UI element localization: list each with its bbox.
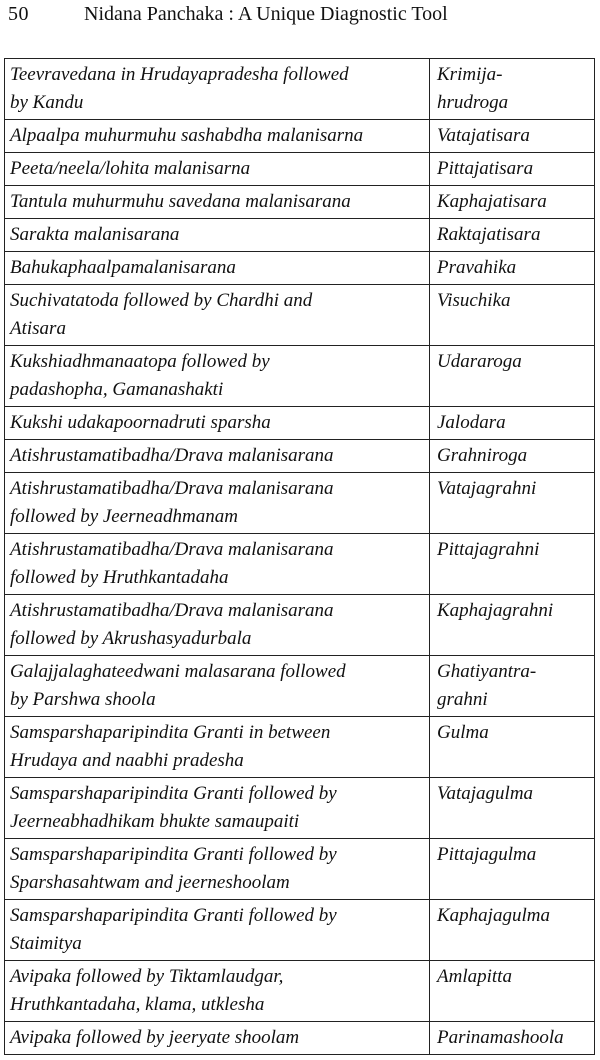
disease-cell <box>430 440 595 473</box>
diagnosis-table-body <box>5 59 595 1055</box>
sign-cell <box>5 900 430 961</box>
sign-cell <box>5 407 430 440</box>
sign-cell <box>5 839 430 900</box>
sign-line: Alpaalpa muhurmuhu sashabdha malanisarna <box>10 125 364 146</box>
sign-line: Suchivatatoda followed by Chardhi and <box>10 290 313 311</box>
disease-line: Vatajatisara <box>437 125 530 146</box>
sign-line: Atishrustamatibadha/Drava malanisarana <box>10 445 334 466</box>
sign-cell <box>5 186 430 219</box>
sign-line: Avipaka followed by jeeryate shoolam <box>10 1027 300 1048</box>
page-number: 50 <box>8 3 29 25</box>
table-row <box>5 59 595 120</box>
disease-cell <box>430 153 595 186</box>
disease-cell <box>430 1022 595 1055</box>
table-row <box>5 407 595 440</box>
disease-line: Jalodara <box>437 412 506 433</box>
sign-cell <box>5 534 430 595</box>
sign-line: Teevravedana in Hrudayapradesha followed <box>10 64 349 85</box>
disease-cell <box>430 778 595 839</box>
disease-cell <box>430 59 595 120</box>
sign-line: followed by Hruthkantadaha <box>10 567 229 588</box>
table-row <box>5 595 595 656</box>
sign-cell <box>5 153 430 186</box>
sign-line: Peeta/neela/lohita malanisarna <box>10 158 251 179</box>
disease-cell <box>430 219 595 252</box>
table-row <box>5 153 595 186</box>
sign-cell <box>5 120 430 153</box>
disease-line: Pittajagrahni <box>437 539 540 560</box>
sign-line: by Kandu <box>10 92 84 113</box>
table-row <box>5 961 595 1022</box>
disease-line: Kaphajagulma <box>437 905 550 926</box>
sign-cell <box>5 440 430 473</box>
sign-line: Bahukaphaalpamalanisarana <box>10 257 236 278</box>
disease-line: Krimija- <box>437 64 503 85</box>
table-row <box>5 839 595 900</box>
table-row <box>5 186 595 219</box>
diagnosis-table <box>4 58 595 1055</box>
disease-line: Grahniroga <box>437 445 528 466</box>
table-row <box>5 1022 595 1055</box>
disease-line: Ghatiyantra- <box>437 661 537 682</box>
sign-cell <box>5 717 430 778</box>
sign-line: Atishrustamatibadha/Drava malanisarana <box>10 539 334 560</box>
disease-cell <box>430 285 595 346</box>
disease-line: Kaphajatisara <box>437 191 547 212</box>
disease-line: Vatajagrahni <box>437 478 537 499</box>
sign-line: Sparshasahtwam and jeerneshoolam <box>10 872 290 893</box>
table-row <box>5 717 595 778</box>
sign-cell <box>5 595 430 656</box>
sign-line: Kukshiadhmanaatopa followed by <box>10 351 270 372</box>
disease-cell <box>430 252 595 285</box>
sign-line: Jeerneabhadhikam bhukte samaupaiti <box>10 811 300 832</box>
disease-cell <box>430 407 595 440</box>
disease-line: Udararoga <box>437 351 522 372</box>
table-row <box>5 346 595 407</box>
disease-cell <box>430 534 595 595</box>
disease-line: hrudroga <box>437 92 509 113</box>
sign-cell <box>5 473 430 534</box>
sign-line: Samsparshaparipindita Granti followed by <box>10 783 337 804</box>
disease-cell <box>430 186 595 219</box>
disease-line: Gulma <box>437 722 489 743</box>
sign-cell <box>5 778 430 839</box>
table-row <box>5 285 595 346</box>
disease-line: grahni <box>437 689 488 710</box>
disease-cell <box>430 120 595 153</box>
sign-cell <box>5 252 430 285</box>
table-row <box>5 900 595 961</box>
sign-line: Hrudaya and naabhi pradesha <box>10 750 244 771</box>
sign-line: Atisara <box>10 318 66 339</box>
disease-cell <box>430 900 595 961</box>
disease-line: Pittajatisara <box>437 158 534 179</box>
sign-line: Kukshi udakapoornadruti sparsha <box>10 412 271 433</box>
disease-line: Visuchika <box>437 290 511 311</box>
disease-line: Pittajagulma <box>437 844 537 865</box>
disease-line: Vatajagulma <box>437 783 534 804</box>
running-title: Nidana Panchaka : A Unique Diagnostic Tool <box>84 3 448 25</box>
disease-cell <box>430 961 595 1022</box>
table-row <box>5 656 595 717</box>
disease-cell <box>430 656 595 717</box>
sign-line: followed by Akrushasyadurbala <box>10 628 252 649</box>
sign-line: Staimitya <box>10 933 82 954</box>
disease-cell <box>430 473 595 534</box>
sign-line: Sarakta malanisarana <box>10 224 180 245</box>
table-row <box>5 219 595 252</box>
disease-line: Parinamashoola <box>437 1027 564 1048</box>
disease-cell <box>430 717 595 778</box>
sign-line: Samsparshaparipindita Granti in between <box>10 722 331 743</box>
disease-cell <box>430 595 595 656</box>
sign-line: Galajjalaghateedwani malasarana followed <box>10 661 346 682</box>
disease-line: Amlapitta <box>437 966 512 987</box>
sign-cell <box>5 1022 430 1055</box>
sign-line: Tantula muhurmuhu savedana malanisarana <box>10 191 351 212</box>
table-row <box>5 534 595 595</box>
sign-cell <box>5 961 430 1022</box>
sign-line: by Parshwa shoola <box>10 689 156 710</box>
sign-line: Avipaka followed by Tiktamlaudgar, <box>10 966 284 987</box>
sign-line: Samsparshaparipindita Granti followed by <box>10 905 337 926</box>
disease-cell <box>430 839 595 900</box>
sign-cell <box>5 285 430 346</box>
disease-cell <box>430 346 595 407</box>
sign-cell <box>5 59 430 120</box>
table-row <box>5 252 595 285</box>
sign-line: followed by Jeerneadhmanam <box>10 506 238 527</box>
sign-line: Samsparshaparipindita Granti followed by <box>10 844 337 865</box>
table-row <box>5 440 595 473</box>
table-row <box>5 778 595 839</box>
sign-cell <box>5 219 430 252</box>
sign-line: Atishrustamatibadha/Drava malanisarana <box>10 600 334 621</box>
disease-line: Pravahika <box>437 257 517 278</box>
table-row <box>5 120 595 153</box>
sign-line: padashopha, Gamanashakti <box>10 379 224 400</box>
sign-line: Hruthkantadaha, klama, utklesha <box>10 994 265 1015</box>
table-row <box>5 473 595 534</box>
sign-cell <box>5 656 430 717</box>
disease-line: Raktajatisara <box>437 224 541 245</box>
sign-cell <box>5 346 430 407</box>
page-header <box>0 0 600 40</box>
disease-line: Kaphajagrahni <box>437 600 554 621</box>
sign-line: Atishrustamatibadha/Drava malanisarana <box>10 478 334 499</box>
